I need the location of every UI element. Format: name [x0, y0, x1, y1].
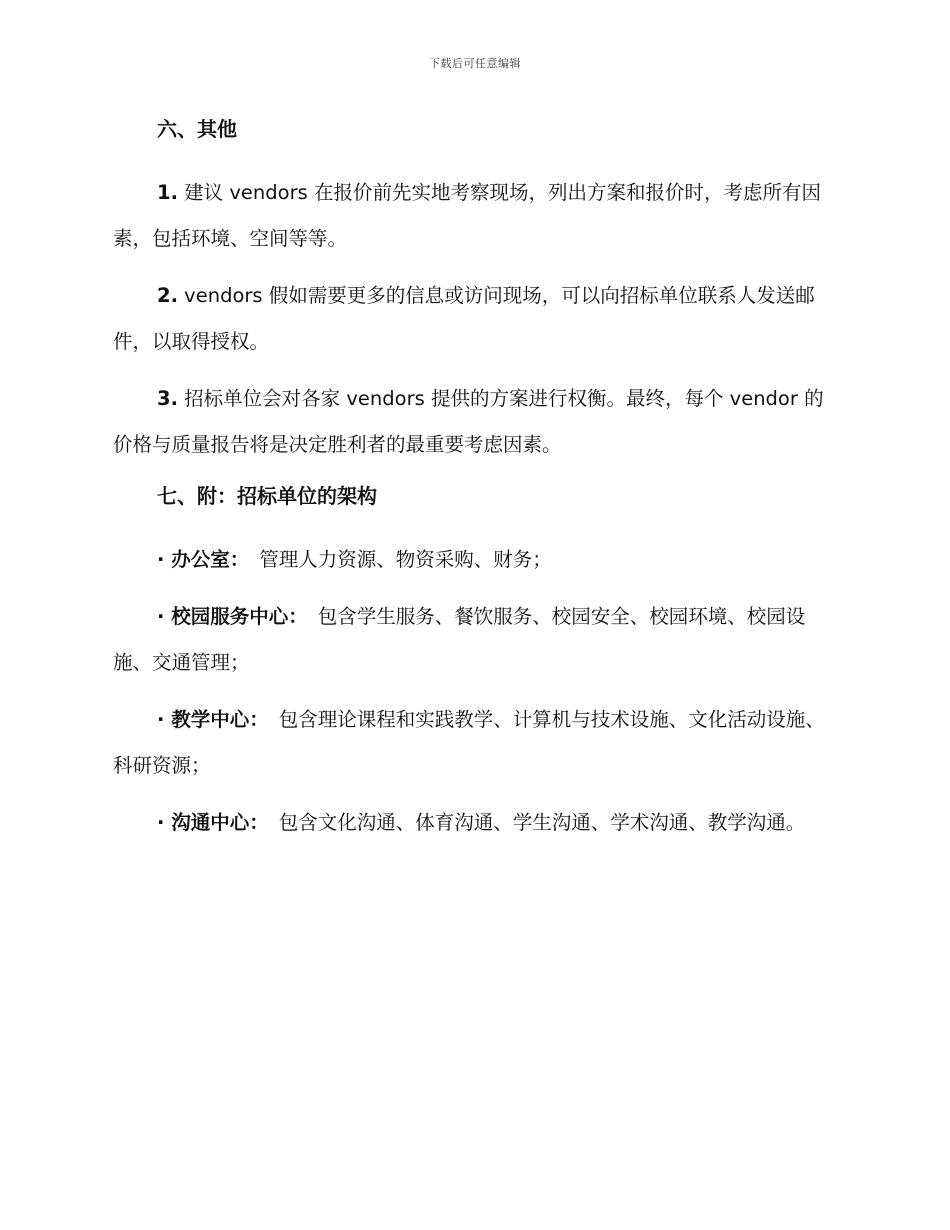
section-6-item-1 [113, 170, 840, 262]
org-unit-name: · 沟通中心： [157, 811, 269, 834]
item-number: 3. [157, 387, 178, 410]
org-unit-name: · 校园服务中心： [157, 605, 308, 628]
item-text: 招标单位会对各家 vendors 提供的方案进行权衡。最终，每个 vendor 的价格与质量报告将是决定胜利者的最重要考虑因素。 [113, 387, 824, 456]
section-6-heading: 六、其他 [157, 117, 237, 141]
header-note: 下载后可任意编辑 [429, 57, 521, 70]
org-unit-campus-service [113, 594, 840, 686]
section-6-item-3 [113, 376, 840, 468]
section-6-item-2 [113, 273, 840, 365]
org-unit-name: · 办公室： [157, 548, 250, 571]
org-unit-description: 包含学生服务、餐饮服务、校园安全、校园环境、校园设施、交通管理； [113, 605, 806, 674]
org-unit-description: 包含文化沟通、体育沟通、学生沟通、学术沟通、教学沟通。 [278, 811, 806, 834]
org-unit-description: 管理人力资源、物资采购、财务； [259, 548, 552, 571]
item-number: 1. [157, 181, 178, 204]
item-number: 2. [157, 284, 178, 307]
org-unit-name: · 教学中心： [157, 708, 269, 731]
org-unit-communication [113, 800, 840, 846]
item-text: vendors 假如需要更多的信息或访问现场，可以向招标单位联系人发送邮件，以取得授权。 [113, 284, 815, 353]
document-body [113, 112, 840, 857]
section-7-heading: 七、附：招标单位的架构 [157, 484, 377, 508]
item-text: 建议 vendors 在报价前先实地考察现场，列出方案和报价时，考虑所有因素，包括环境、空间等等。 [113, 181, 821, 250]
org-unit-office [113, 537, 840, 583]
org-unit-description: 包含理论课程和实践教学、计算机与技术设施、文化活动设施、科研资源； [113, 708, 825, 777]
org-unit-teaching [113, 697, 840, 789]
